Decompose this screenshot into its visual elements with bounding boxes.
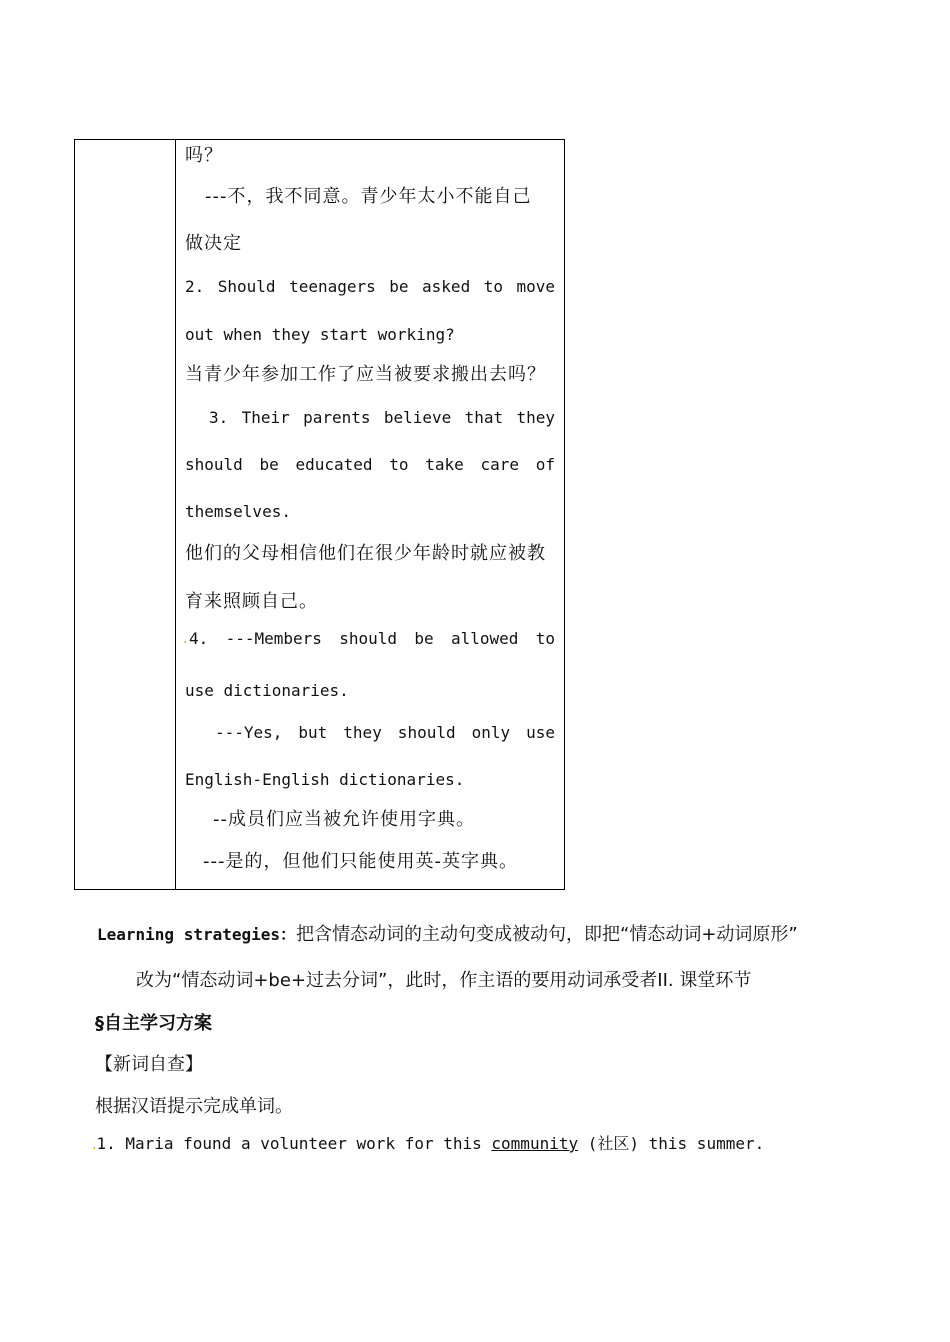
section-subtitle: 【新词自查】 [95,1054,203,1075]
exercise-item [92,1133,764,1156]
table-line: 4. ---Members should be allowed to [189,629,555,648]
table-line: --成员们应当被允许使用字典。 [213,809,475,830]
format-mark: . [92,1137,97,1153]
table-line: ---Yes, but they should only use [215,723,555,742]
exercise-text: 1. Maria found a volunteer work for this [96,1134,492,1153]
table-line: 做决定 [185,233,242,254]
strategies-text: 把含情态动词的主动句变成被动句，即把“情态动词+动词原形” [296,924,798,945]
strategies-text-continued: 改为“情态动词+be+过去分词”，此时，作主语的要用动词承受者II. 课堂环节 [136,970,752,991]
table-content-cell [185,140,555,889]
table-left-column [75,140,176,889]
strategies-label: Learning strategies： [97,925,297,944]
table-line: English-English dictionaries. [185,770,465,789]
table-line: should be educated to take care of [185,455,555,474]
table-line: 吗？ [185,145,223,166]
table-line: themselves. [185,502,291,521]
section-title: §自主学习方案 [95,1013,212,1034]
table-line: out when they start working? [185,325,455,344]
table-line: 3. Their parents believe that they [209,408,555,427]
table-line: 育来照顾自己。 [185,591,318,612]
format-mark: . [183,631,188,647]
translation-table [74,139,565,890]
table-line: use dictionaries. [185,681,349,700]
table-line: 2. Should teenagers be asked to move [185,277,555,296]
table-line: ---是的，但他们只能使用英-英字典。 [203,851,518,872]
table-line: ---不，我不同意。青少年太小不能自己 [205,186,532,207]
table-line: 他们的父母相信他们在很少年龄时就应被教 [185,543,546,564]
instruction: 根据汉语提示完成单词。 [95,1096,293,1117]
table-line: 当青少年参加工作了应当被要求搬出去吗？ [185,364,546,385]
learning-strategies [97,924,798,946]
exercise-answer: community [491,1134,579,1153]
exercise-text-end: (社区) this summer. [578,1134,765,1153]
